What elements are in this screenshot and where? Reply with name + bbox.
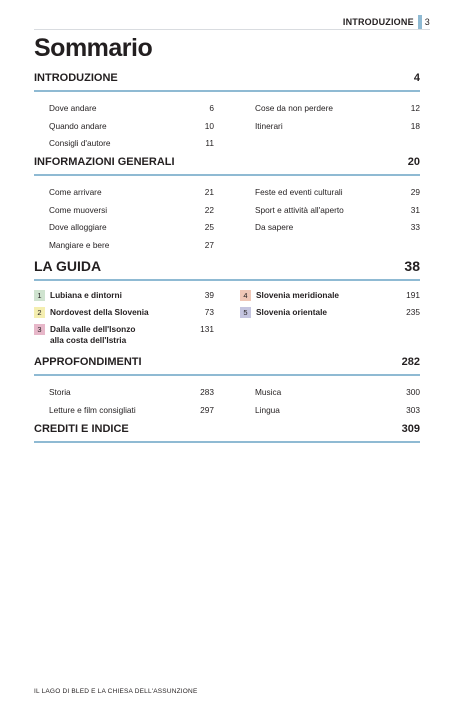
- toc-entry: [34, 184, 214, 202]
- chapter-title: Slovenia orientale: [256, 307, 328, 317]
- chapter-page: 39: [204, 290, 214, 300]
- chapter-number-badge: 4: [240, 290, 251, 301]
- running-header-page-number: 3: [424, 17, 430, 27]
- toc-entry-label: Mangiare e bere: [49, 239, 110, 250]
- toc-entry-page: 29: [410, 187, 420, 197]
- toc-entry-page: 18: [410, 120, 420, 131]
- toc-column-left: [34, 100, 214, 153]
- toc-entry: [240, 219, 420, 237]
- toc-entry-label: Musica: [255, 387, 282, 397]
- section-page: 38: [404, 258, 420, 274]
- toc-entry-label: Itinerari: [255, 120, 283, 131]
- toc-entry: [240, 118, 420, 136]
- chapter-title: [50, 324, 135, 346]
- toc-entry-page: 283: [200, 387, 214, 397]
- toc-entry-label: Lingua: [255, 404, 280, 415]
- section-title: CREDITI E INDICE: [34, 423, 129, 435]
- toc-entry-page: 31: [410, 204, 420, 215]
- toc-entry: [34, 100, 214, 118]
- section-heading: [34, 423, 420, 439]
- toc-entry-label: Dove andare: [49, 103, 97, 113]
- toc-entry-label: Quando andare: [49, 120, 107, 131]
- toc-entry-page: 297: [200, 404, 214, 415]
- toc-entry-page: 11: [205, 138, 214, 148]
- chapter-title-line: Dalla valle dell'Isonzo: [50, 324, 136, 334]
- toc-entry: [34, 135, 214, 153]
- toc-entry: [240, 184, 420, 202]
- toc-entry: [34, 118, 214, 136]
- chapter-title-line: alla costa dell'Istria: [50, 335, 127, 345]
- toc-entry: [240, 202, 420, 220]
- chapter-title: Nordovest della Slovenia: [50, 307, 149, 317]
- chapter-title: Slovenia meridionale: [256, 290, 339, 300]
- section-page: 20: [407, 156, 420, 168]
- section-title: INTRODUZIONE: [34, 72, 118, 84]
- toc-entry: [240, 402, 420, 420]
- section-heading: [34, 156, 420, 172]
- guide-chapter: [34, 324, 214, 346]
- section-rule: [34, 374, 420, 376]
- toc-entry-label: Consigli d'autore: [49, 138, 111, 148]
- toc-section-la-guida: [34, 258, 420, 352]
- section-rule: [34, 174, 420, 176]
- toc-entry-page: 6: [209, 103, 214, 113]
- guide-column-right: [240, 290, 420, 352]
- toc-entry: [240, 100, 420, 118]
- toc-column-right: [240, 100, 420, 153]
- toc-section-approfondimenti: [34, 356, 420, 419]
- section-title: INFORMAZIONI GENERALI: [34, 156, 175, 168]
- toc-column-left: [34, 184, 214, 254]
- guide-chapter: [240, 290, 420, 301]
- chapter-title: Lubiana e dintorni: [50, 290, 122, 300]
- section-title: APPROFONDIMENTI: [34, 356, 142, 368]
- header-rule: [34, 29, 430, 30]
- toc-entry: [34, 219, 214, 237]
- toc-entry-page: 10: [204, 120, 214, 131]
- toc-entry-label: Sport e attività all'aperto: [255, 204, 344, 215]
- running-header-bar: [418, 15, 422, 29]
- chapter-page: 191: [406, 290, 420, 300]
- toc-entry-label: Da sapere: [255, 222, 294, 232]
- toc-section-informazioni-generali: [34, 156, 420, 254]
- toc-entry-label: Storia: [49, 387, 71, 397]
- toc-entry: [240, 384, 420, 402]
- section-heading: [34, 72, 420, 88]
- toc-entry-page: 33: [410, 222, 420, 232]
- toc-entry-page: 303: [406, 404, 420, 415]
- chapter-page: 73: [204, 307, 214, 317]
- section-rule: [34, 90, 420, 92]
- guide-chapter: [34, 290, 214, 301]
- guide-column-left: [34, 290, 214, 352]
- toc-entry: [34, 384, 214, 402]
- section-heading: [34, 258, 420, 277]
- chapter-number-badge: 2: [34, 307, 45, 318]
- toc-entry-label: Come arrivare: [49, 187, 102, 197]
- toc-entry-page: 12: [410, 103, 420, 113]
- page-title: Sommario: [34, 34, 153, 62]
- section-heading: [34, 356, 420, 372]
- chapter-page: 235: [406, 307, 420, 317]
- guide-chapter: [240, 307, 420, 318]
- toc-section-crediti: [34, 423, 420, 443]
- chapter-number-badge: 1: [34, 290, 45, 301]
- toc-entry-page: 25: [204, 222, 214, 232]
- toc-section-introduzione: [34, 72, 420, 153]
- toc-entry-label: Dove alloggiare: [49, 222, 107, 232]
- section-title: LA GUIDA: [34, 258, 102, 274]
- toc-column-right: [240, 384, 420, 419]
- section-page: 4: [413, 72, 420, 84]
- section-rule: [34, 279, 420, 281]
- running-header: [343, 15, 430, 29]
- toc-entry-label: Feste ed eventi culturali: [255, 187, 343, 197]
- toc-column-left: [34, 384, 214, 419]
- chapter-number-badge: 3: [34, 324, 45, 335]
- chapter-number-badge: 5: [240, 307, 251, 318]
- section-page: 282: [401, 356, 420, 368]
- toc-entry: [34, 202, 214, 220]
- section-page: 309: [401, 423, 420, 435]
- toc-entry-page: 21: [204, 187, 214, 197]
- toc-entry-label: Cose da non perdere: [255, 103, 333, 113]
- running-header-section: INTRODUZIONE: [342, 17, 414, 27]
- chapter-page: 131: [200, 324, 214, 334]
- toc-entry: [34, 402, 214, 420]
- toc-entry-page: 27: [204, 239, 214, 250]
- guide-chapter: [34, 307, 214, 318]
- toc-entry-label: Come muoversi: [49, 204, 108, 215]
- section-rule: [34, 441, 420, 443]
- toc-entry-page: 300: [406, 387, 420, 397]
- toc-entry: [34, 237, 214, 255]
- toc-entry-label: Letture e film consigliati: [49, 404, 136, 415]
- toc-entry-page: 22: [204, 204, 214, 215]
- toc-column-right: [240, 184, 420, 254]
- photo-caption: IL LAGO DI BLED E LA CHIESA DELL'ASSUNZIONE: [34, 688, 198, 695]
